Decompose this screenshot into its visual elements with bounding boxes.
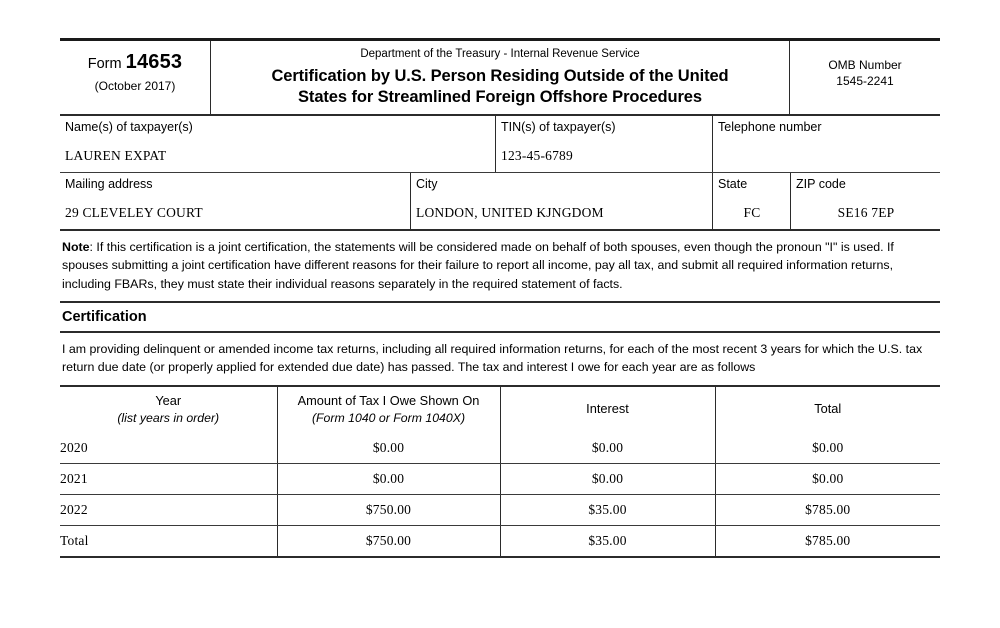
taxpayer-identity-row bbox=[60, 116, 940, 173]
form-word: Form bbox=[87, 56, 122, 72]
city-field[interactable] bbox=[410, 173, 712, 229]
omb-label: OMB Number bbox=[828, 58, 902, 72]
cell-year: 2020 bbox=[60, 433, 277, 464]
zip-field[interactable] bbox=[790, 173, 940, 229]
state-label: State bbox=[718, 176, 748, 191]
mailing-address-field[interactable] bbox=[60, 173, 410, 229]
cell-interest: $35.00 bbox=[500, 494, 715, 525]
name-field[interactable] bbox=[60, 116, 495, 172]
mailing-address-label: Mailing address bbox=[65, 176, 153, 191]
table-row-total bbox=[60, 525, 940, 557]
form-revision-date: (October 2017) bbox=[94, 79, 176, 93]
column-header-tax-sub: (Form 1040 or Form 1040X) bbox=[311, 411, 466, 426]
cell-total: $785.00 bbox=[805, 532, 851, 548]
form-title-line2: States for Streamlined Foreign Offshore Procedures bbox=[298, 87, 702, 106]
tax-owed-table bbox=[60, 385, 940, 558]
note-prefix: Note bbox=[62, 239, 90, 254]
form-title-line1: Certification by U.S. Person Residing Outside of the United bbox=[271, 66, 729, 85]
form-identifier-block bbox=[60, 41, 210, 114]
zip-value: SE16 7EP bbox=[837, 204, 895, 220]
note-text: : If this certification is a joint certification, the statements will be considered made on behalf of both spouses, even though the pronoun "I" is used. If spouses submitting a joint certification have different reasons for their failure to report all income, pay all tax, and submit all required information returns, including FBARs, they must state their individual reasons separately in the required statement of facts. bbox=[62, 239, 894, 291]
cell-total: $785.00 bbox=[715, 494, 940, 525]
tin-value: 123-45-6789 bbox=[501, 147, 573, 163]
certification-paragraph: I am providing delinquent or amended income tax returns, including all required information returns, for each of the most recent 3 years for which the U.S. tax return due date (or properly applied for extended due date) has passed. The tax and interest I owe for each year are as follows bbox=[62, 341, 923, 375]
cell-total: $0.00 bbox=[715, 433, 940, 464]
zip-label: ZIP code bbox=[796, 176, 846, 191]
omb-block bbox=[790, 41, 940, 114]
cell-year: Total bbox=[60, 525, 277, 557]
telephone-field[interactable] bbox=[712, 116, 940, 172]
column-header-year-sub: (list years in order) bbox=[117, 411, 220, 426]
table-row bbox=[60, 433, 940, 464]
city-label: City bbox=[416, 176, 438, 191]
form-title-block bbox=[210, 41, 790, 114]
state-field[interactable] bbox=[712, 173, 790, 229]
state-value: FC bbox=[743, 204, 761, 220]
taxpayer-address-row bbox=[60, 173, 940, 231]
cell-tax: $750.00 bbox=[277, 525, 500, 557]
table-row bbox=[60, 463, 940, 494]
name-value: LAUREN EXPAT bbox=[65, 147, 167, 163]
irs-form-14653 bbox=[60, 38, 940, 558]
column-header-total: Total bbox=[814, 401, 842, 417]
omb-number: 1545-2241 bbox=[836, 74, 894, 89]
form-masthead bbox=[60, 38, 940, 116]
form-number: 14653 bbox=[125, 51, 183, 73]
cell-interest: $0.00 bbox=[500, 433, 715, 464]
cell-tax: $750.00 bbox=[277, 494, 500, 525]
certification-heading: Certification bbox=[60, 303, 940, 333]
agency-line: Department of the Treasury - Internal Revenue Service bbox=[360, 48, 640, 60]
table-header-row bbox=[60, 386, 940, 433]
cell-tax: $0.00 bbox=[277, 433, 500, 464]
form-number-line bbox=[66, 50, 204, 75]
city-value: LONDON, UNITED KJNGDOM bbox=[416, 204, 604, 220]
column-header-year bbox=[60, 386, 277, 433]
table-row bbox=[60, 494, 940, 525]
column-header-year-main: Year bbox=[155, 393, 182, 409]
tin-label: TIN(s) of taxpayer(s) bbox=[501, 119, 616, 134]
mailing-address-value: 29 CLEVELEY COURT bbox=[65, 204, 203, 220]
cell-year: 2022 bbox=[60, 494, 277, 525]
cell-interest: $0.00 bbox=[500, 463, 715, 494]
cell-year: 2021 bbox=[60, 463, 277, 494]
name-label: Name(s) of taxpayer(s) bbox=[65, 119, 193, 134]
column-header-interest: Interest bbox=[500, 386, 715, 433]
joint-certification-note bbox=[60, 231, 940, 303]
column-header-tax bbox=[277, 386, 500, 433]
cell-tax: $0.00 bbox=[277, 463, 500, 494]
form-title bbox=[221, 66, 779, 108]
telephone-label: Telephone number bbox=[718, 119, 822, 134]
column-header-tax-main: Amount of Tax I Owe Shown On bbox=[297, 393, 480, 409]
cell-interest: $35.00 bbox=[500, 525, 715, 557]
tin-field[interactable] bbox=[495, 116, 712, 172]
cell-total: $0.00 bbox=[715, 463, 940, 494]
